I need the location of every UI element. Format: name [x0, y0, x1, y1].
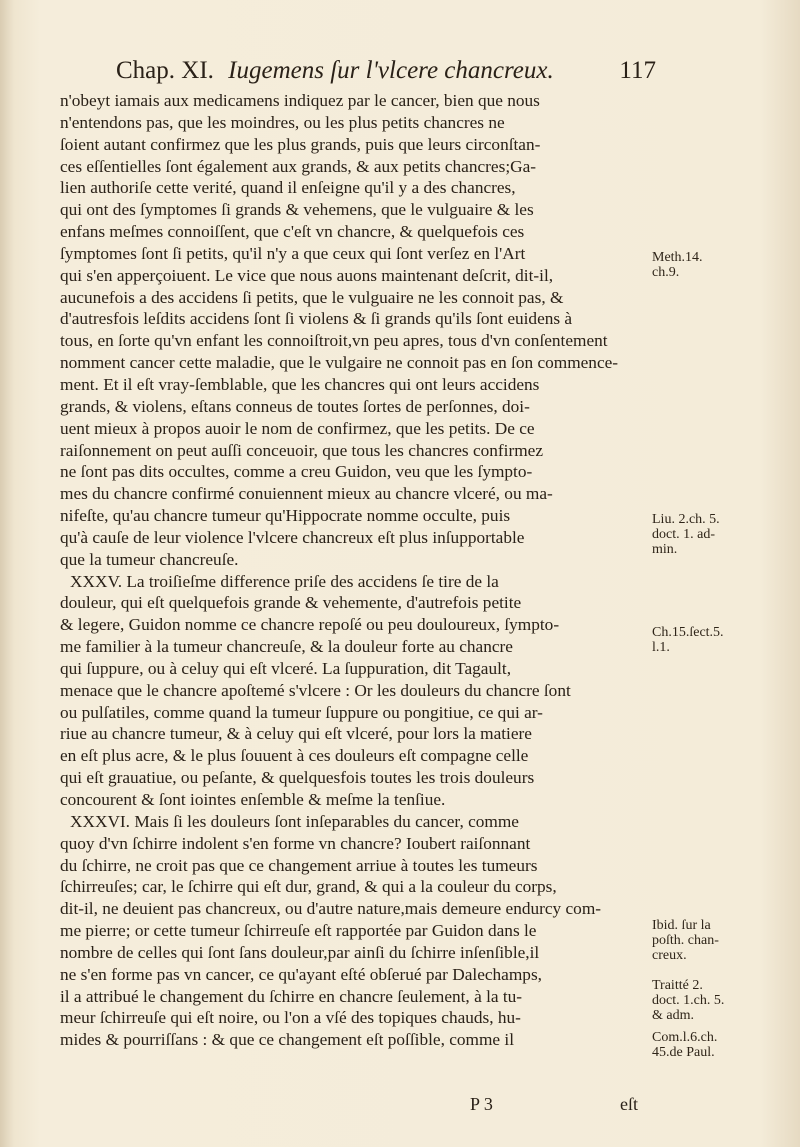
text-line: ou pulſatiles, comme quand la tumeur ſuppure ou pongitiue, ce qui ar- [60, 702, 543, 722]
text-line: ſchirreuſes; car, le ſchirre qui eſt dur, grand, & qui a la couleur du corps, [60, 877, 557, 897]
running-title: Iugemens ſur l'vlcere chancreux. [228, 57, 554, 84]
text-line: grands, & violens, eſtans conneus de toutes ſortes de perſonnes, doi- [60, 396, 530, 416]
text-line: ne s'en forme pas vn cancer, ce qu'ayant eſté obſerué par Dalechamps, [60, 964, 542, 984]
margin-note: Com.l.6.ch. 45.de Paul. [652, 1030, 718, 1060]
text-line: me familier à la tumeur chancreuſe, & la douleur forte au chancre [60, 637, 513, 657]
section-start-line: XXXV. La troiſieſme difference priſe des accidens ſe tire de la [70, 571, 499, 591]
text-line: n'obeyt iamais aux medicamens indiquez par le cancer, bien que nous [60, 91, 540, 110]
margin-note: Meth.14. ch.9. [652, 250, 703, 280]
page-number: 117 [619, 57, 656, 84]
text-line: meur ſchirreuſe qui eſt noire, ou l'on a vſé des topiques chauds, hu- [60, 1008, 521, 1028]
text-line: ne ſont pas dits occultes, comme a creu Guidon, veu que les ſympto- [60, 462, 533, 482]
text-line: ſymptomes ſont ſi petits, qu'il n'y a que ceux qui ſont verſez en l'Art [60, 243, 526, 263]
body-text [60, 90, 650, 1051]
margin-note: Ch.15.ſect.5. l.1. [652, 625, 724, 655]
text-line: n'entendons pas, que les moindres, ou les plus petits chancres ne [60, 112, 505, 132]
margin-note: Ibid. ſur la poſth. chan- creux. [652, 918, 719, 963]
text-line: d'autresfois leſdits accidens ſont ſi violens & ſi grands qu'ils ſont euidens à [60, 309, 573, 329]
text-line: menace que le chancre apoſtemé s'vlcere : Or les douleurs du chancre ſont [60, 680, 571, 700]
text-line: du ſchirre, ne croit pas que ce changement arriue à toutes les tumeurs [60, 855, 538, 875]
text-line: enfans meſmes connoiſſent, que c'eſt vn chancre, & quelquefois ces [60, 222, 525, 242]
text-line: uent mieux à propos auoir le nom de confirmez, que les petits. De ce [60, 418, 535, 438]
text-line: mes du chancre confirmé conuiennent mieux au chancre vlceré, ou ma- [60, 484, 553, 504]
text-line: douleur, qui eſt quelquefois grande & vehemente, d'autrefois petite [60, 593, 522, 613]
text-line: tous, en ſorte qu'vn enfant les connoiſtroit,vn peu apres, tous d'vn conſentement [60, 331, 608, 351]
text-line: ſoient autant confirmez que les plus grands, puis que leurs circonſtan- [60, 134, 541, 154]
text-line: nomment cancer cette maladie, que le vulgaire ne connoit pas en ſon commence- [60, 353, 619, 373]
text-line: qui eſt grauatiue, ou peſante, & quelquesfois toutes les trois douleurs [60, 768, 535, 788]
text-line: ces eſſentielles ſont également aux grands, & aux petits chancres;Ga- [60, 156, 537, 176]
text-line: il a attribué le changement du ſchirre en chancre ſeulement, à la tu- [60, 986, 523, 1006]
text-line: nombre de celles qui ſont ſans douleur,par ainſi du ſchirre inſenſible,il [60, 942, 540, 962]
text-line: en eſt plus acre, & le plus ſouuent à ces douleurs eſt compagne celle [60, 746, 529, 766]
text-line: me pierre; or cette tumeur ſchirreuſe eſt rapportée par Guidon dans le [60, 921, 537, 941]
margin-note: Liu. 2.ch. 5. doct. 1. ad- min. [652, 512, 720, 557]
text-line: dit-il, ne deuient pas chancreux, ou d'autre nature,mais demeure endurcy com- [60, 899, 602, 919]
text-line: nifeſte, qu'au chancre tumeur qu'Hippocrate nomme occulte, puis [60, 506, 511, 526]
text-line: riue au chancre tumeur, & à celuy qui eſt vlceré, pour lors la matiere [60, 724, 532, 744]
text-line: lien authoriſe cette verité, quand il enſeigne qu'il y a des chancres, [60, 178, 516, 198]
text-line: & legere, Guidon nomme ce chancre repoſé ou peu douloureux, ſympto- [60, 615, 560, 635]
margin-note: Traitté 2. doct. 1.ch. 5. & adm. [652, 978, 725, 1023]
text-line: qui ont des ſymptomes ſi grands & vehemens, que le vulguaire & les [60, 200, 534, 220]
text-line: ment. Et il eſt vray-ſemblable, que les chancres qui ont leurs accidens [60, 374, 540, 394]
text-line: raiſonnement on peut auſſi conceuoir, que tous les chancres confirmez [60, 440, 544, 460]
catchword: eſt [620, 1094, 638, 1114]
text-line: concourent & ſont iointes enſemble & meſme la tenſiue. [60, 790, 446, 809]
section-start-line: XXXVI. Mais ſi les douleurs ſont inſeparables du cancer, comme [70, 811, 519, 831]
signature-mark: P 3 [470, 1094, 493, 1114]
chapter-label: Chap. XI. [116, 57, 214, 84]
text-line: mides & pourriſſans : & que ce changement eſt poſſible, comme il [60, 1030, 514, 1050]
text-line: qu'à cauſe de leur violence l'vlcere chancreux eſt plus inſupportable [60, 527, 525, 547]
text-line: quoy d'vn ſchirre indolent s'en forme vn chancre? Ioubert raiſonnant [60, 833, 531, 853]
text-line: qui s'en apperçoiuent. Le vice que nous auons maintenant deſcrit, dit-il, [60, 265, 554, 285]
text-line: qui ſuppure, ou à celuy qui eſt vlceré. La ſuppuration, dit Tagault, [60, 658, 512, 678]
text-line: aucunefois a des accidens ſi petits, que le vulguaire ne les connoit pas, & [60, 287, 564, 307]
text-line: que la tumeur chancreuſe. [60, 549, 239, 569]
page-header [116, 56, 656, 86]
